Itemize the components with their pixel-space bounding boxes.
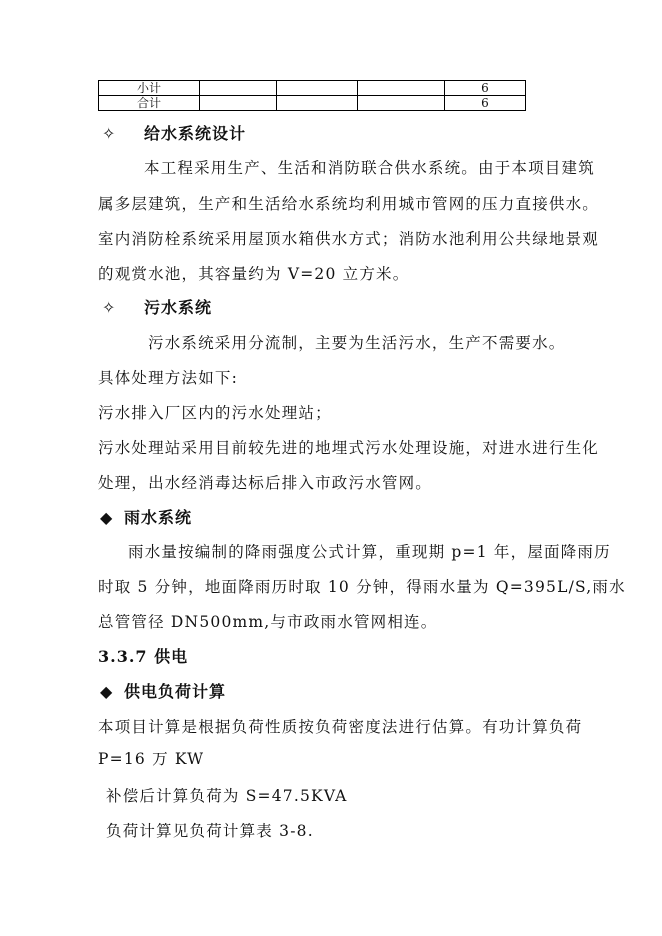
paragraph-line: 属多层建筑，生产和生活给水系统均利用城市管网的压力直接供水。	[98, 195, 600, 213]
table-cell	[277, 96, 358, 111]
section-heading-water-supply: 给水系统设计	[144, 124, 247, 143]
summary-table	[98, 80, 526, 111]
table-cell-value: 6	[445, 96, 526, 111]
paragraph-line: 具体处理方法如下:	[98, 369, 239, 387]
paragraph-line: 总管管径 DN500mm,与市政雨水管网相连。	[98, 613, 438, 631]
table-row	[99, 81, 526, 96]
paragraph-line: 补偿后计算负荷为 S=47.5KVA	[106, 787, 348, 805]
paragraph-line: 本工程采用生产、生活和消防联合供水系统。由于本项目建筑	[144, 159, 595, 177]
paragraph-line: 污水排入厂区内的污水处理站；	[98, 404, 332, 422]
diamond-outline-bullet-icon: ✧	[102, 124, 116, 143]
table-cell-value: 6	[445, 81, 526, 96]
paragraph-line: 室内消防栓系统采用屋顶水箱供水方式；消防水池利用公共绿地景观	[98, 230, 600, 248]
table-cell	[200, 81, 277, 96]
section-title-power: 3.3.7 供电	[98, 647, 189, 666]
table-row	[99, 96, 526, 111]
paragraph-line: 污水系统采用分流制，主要为生活污水，生产不需要水。	[148, 334, 566, 352]
table-cell-label: 合计	[99, 96, 200, 111]
diamond-outline-bullet-icon: ✧	[102, 298, 116, 317]
paragraph-line: 污水处理站采用目前较先进的地埋式污水处理设施，对进水进行生化	[98, 439, 600, 457]
diamond-filled-bullet-icon: ◆	[100, 508, 113, 527]
table-cell	[277, 81, 358, 96]
table-cell-label: 小计	[99, 81, 200, 96]
paragraph-line: 的观赏水池，其容量约为 V=20 立方米。	[98, 265, 410, 283]
table-cell	[358, 81, 445, 96]
paragraph-line: 本项目计算是根据负荷性质按负荷密度法进行估算。有功计算负荷	[98, 718, 583, 736]
paragraph-line: 负荷计算见负荷计算表 3-8.	[106, 822, 314, 840]
paragraph-line: P=16 万 KW	[98, 750, 205, 768]
diamond-filled-bullet-icon: ◆	[100, 682, 113, 701]
section-heading-rain: 雨水系统	[124, 508, 193, 527]
paragraph-line: 处理，出水经消毒达标后排入市政污水管网。	[98, 474, 433, 492]
paragraph-line: 时取 5 分钟，地面降雨历时取 10 分钟，得雨水量为 Q=395L/S,雨水	[98, 578, 626, 596]
paragraph-line: 雨水量按编制的降雨强度公式计算，重现期 p=1 年，屋面降雨历	[128, 543, 611, 561]
table-cell	[358, 96, 445, 111]
section-heading-power-load: 供电负荷计算	[124, 682, 227, 701]
section-heading-sewage: 污水系统	[144, 298, 213, 317]
table-cell	[200, 96, 277, 111]
